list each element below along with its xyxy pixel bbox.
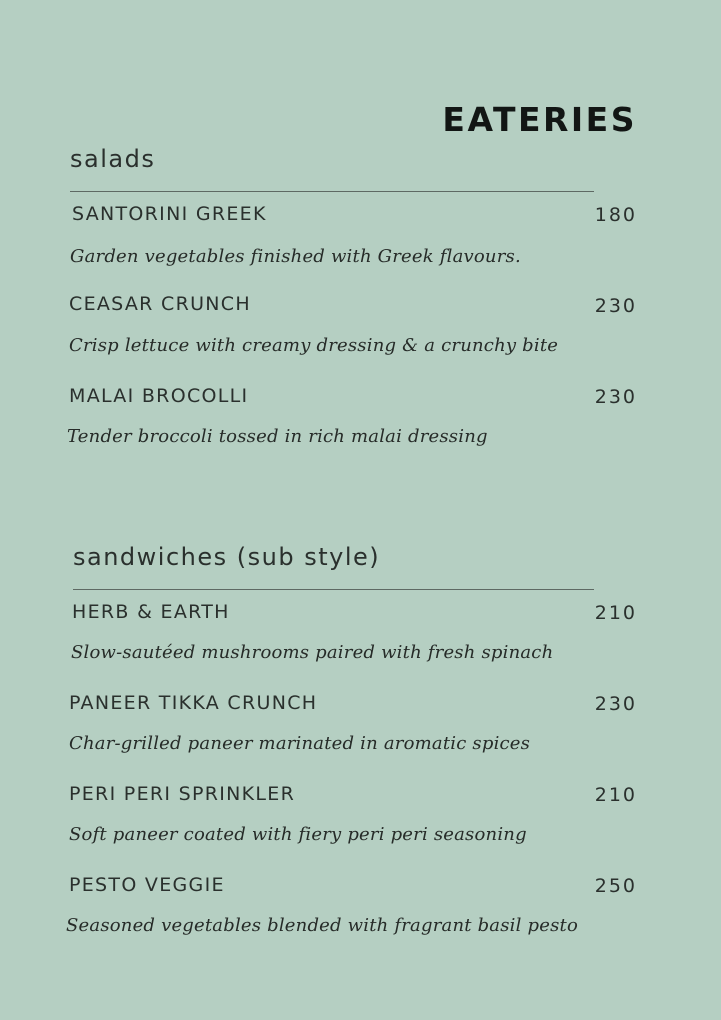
- item-name: PESTO VEGGIE: [69, 874, 225, 896]
- item-price: 250: [594, 875, 637, 897]
- item-price: 230: [594, 386, 637, 408]
- item-price: 210: [594, 602, 637, 624]
- item-name: SANTORINI GREEK: [72, 203, 267, 225]
- item-price: 230: [594, 295, 637, 317]
- section-divider: [70, 191, 594, 192]
- item-description: Garden vegetables finished with Greek flavours.: [70, 246, 521, 267]
- section-title: sandwiches (sub style): [73, 543, 381, 571]
- item-name: MALAI BROCOLLI: [69, 385, 249, 407]
- item-price: 180: [594, 204, 637, 226]
- item-price: 230: [594, 693, 637, 715]
- item-description: Tender broccoli tossed in rich malai dressing: [67, 426, 488, 447]
- item-name: HERB & EARTH: [72, 601, 230, 623]
- item-description: Crisp lettuce with creamy dressing & a crunchy bite: [69, 335, 559, 356]
- section-title: salads: [70, 145, 156, 173]
- item-description: Slow-sautéed mushrooms paired with fresh spinach: [71, 642, 554, 663]
- item-name: PANEER TIKKA CRUNCH: [69, 692, 318, 714]
- item-description: Seasoned vegetables blended with fragrant basil pesto: [66, 915, 578, 936]
- item-price: 210: [594, 784, 637, 806]
- page-title: EATERIES: [442, 100, 637, 140]
- item-description: Char-grilled paneer marinated in aromatic spices: [69, 733, 531, 754]
- item-name: PERI PERI SPRINKLER: [69, 783, 296, 805]
- item-name: CEASAR CRUNCH: [69, 293, 251, 315]
- item-description: Soft paneer coated with fiery peri peri seasoning: [69, 824, 527, 845]
- section-divider: [73, 589, 594, 590]
